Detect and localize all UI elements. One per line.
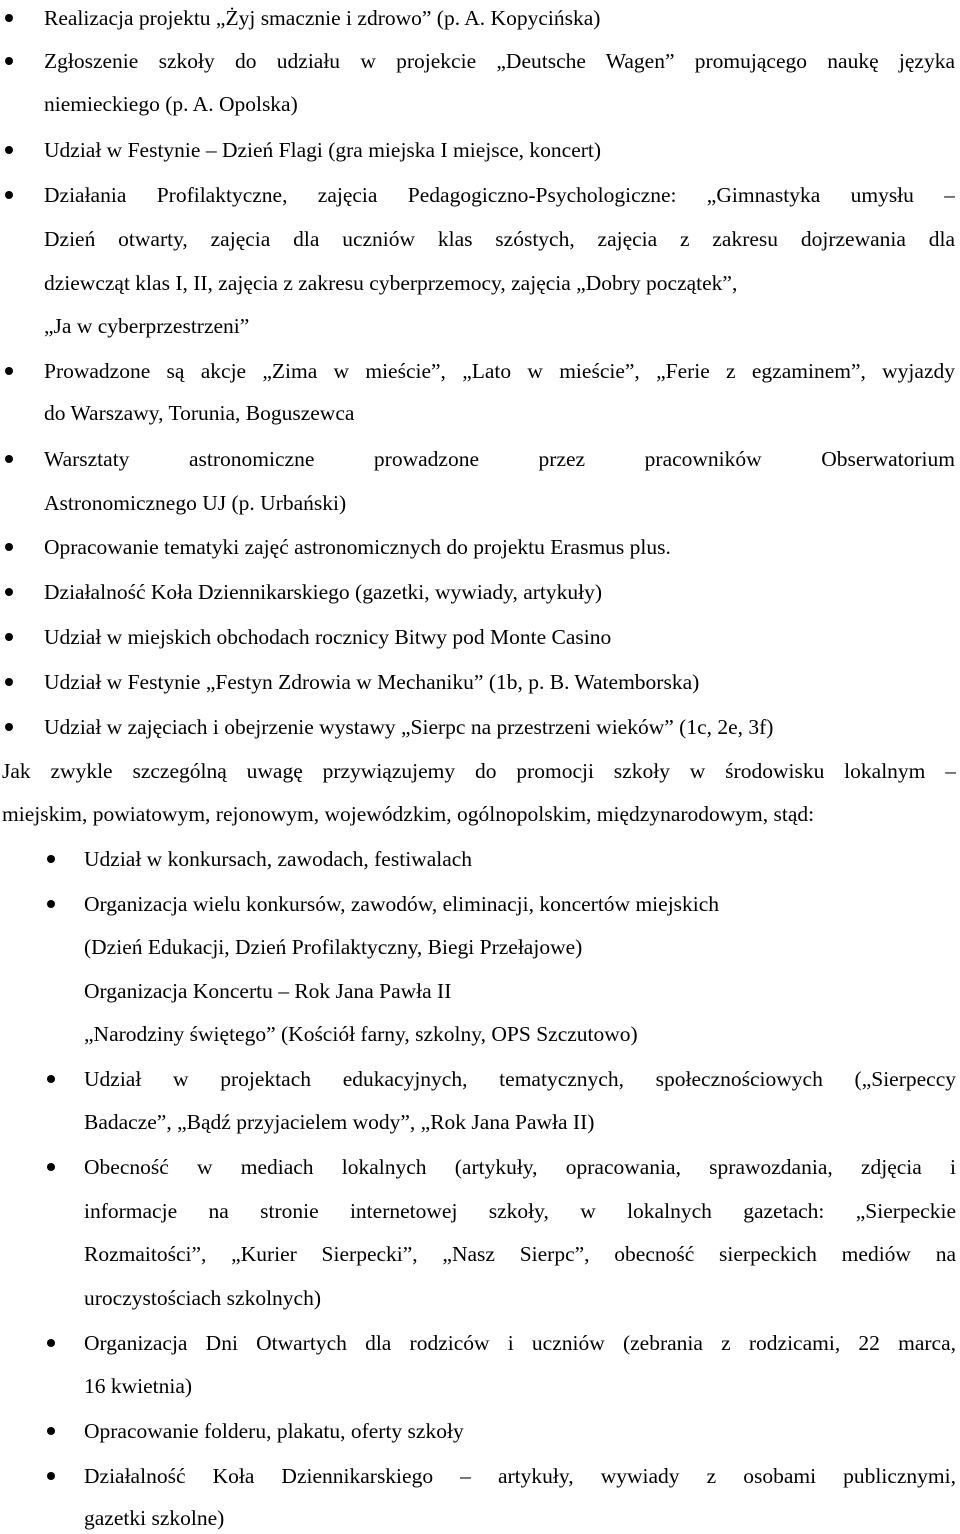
- list-item: [0, 1328, 960, 1358]
- list-item-text: Udział w Festynie – Dzień Flagi (gra miejska I miejsce, koncert): [44, 138, 602, 162]
- list-item-continuation: [0, 1239, 960, 1269]
- bullet-icon: [5, 367, 13, 375]
- list-item-continuation: [0, 224, 960, 254]
- list-item-continuation: [0, 976, 960, 1006]
- paragraph-text: miejskim, powiatowym, rejonowym, wojewódzkim, ogólnopolskim, międzynarodowym, stąd:: [2, 802, 815, 826]
- list-item-text: do Warszawy, Torunia, Boguszewca: [44, 401, 355, 425]
- list-item-text: Realizacja projektu „Żyj smacznie i zdrowo” (p. A. Kopycińska): [44, 6, 601, 30]
- bullet-icon: [5, 14, 13, 22]
- list-item-text: Udział w projektach edukacyjnych, tematycznych, społecznościowych („Sierpeccy: [84, 1067, 956, 1091]
- bullet-icon: [5, 633, 13, 641]
- list-item-text: Organizacja Koncertu – Rok Jana Pawła II: [84, 979, 452, 1003]
- paragraph-line: [0, 756, 960, 786]
- list-item-text: Udział w Festynie „Festyn Zdrowia w Mechaniku” (1b, p. B. Watemborska): [44, 670, 700, 694]
- list-item-text: Zgłoszenie szkoły do udziału w projekcie „Deutsche Wagen” promującego naukę języka: [44, 49, 955, 73]
- bullet-icon: [5, 455, 13, 463]
- bullet-icon: [5, 191, 13, 199]
- list-item: [0, 135, 960, 165]
- bullet-icon: [5, 588, 13, 596]
- list-item: [0, 1461, 960, 1491]
- list-item-text: informacje na stronie internetowej szkoły, w lokalnych gazetach: „Sierpeckie: [84, 1199, 956, 1223]
- bullet-icon: [47, 1339, 55, 1347]
- paragraph-text: Jak zwykle szczególną uwagę przywiązujemy do promocji szkoły w środowisku lokalnym –: [2, 759, 956, 783]
- bullet-icon: [5, 678, 13, 686]
- list-item-continuation: [0, 488, 960, 518]
- bullet-icon: [47, 855, 55, 863]
- list-item-text: Działania Profilaktyczne, zajęcia Pedagogiczno-Psychologiczne: „Gimnastyka umysłu –: [44, 183, 955, 207]
- paragraph-line: [0, 799, 960, 829]
- list-item-text: Dzień otwarty, zajęcia dla uczniów klas szóstych, zajęcia z zakresu dojrzewania dla: [44, 227, 955, 251]
- list-item: [0, 844, 960, 874]
- bullet-icon: [47, 1075, 55, 1083]
- list-item-continuation: [0, 1196, 960, 1226]
- list-item: [0, 712, 960, 742]
- list-item: [0, 1416, 960, 1446]
- list-item: [0, 356, 960, 386]
- list-item-text: gazetki szkolne): [84, 1506, 225, 1530]
- list-item-continuation: [0, 932, 960, 962]
- bullet-icon: [47, 1163, 55, 1171]
- list-item: [0, 622, 960, 652]
- list-item: [0, 3, 960, 33]
- list-item-continuation: [0, 1503, 960, 1533]
- list-item-text: Badacze”, „Bądź przyjacielem wody”, „Rok Jana Pawła II): [84, 1110, 595, 1134]
- list-item-text: Organizacja Dni Otwartych dla rodziców i uczniów (zebrania z rodzicami, 22 marca,: [84, 1331, 956, 1355]
- list-item-continuation: [0, 1371, 960, 1401]
- list-item-text: Organizacja wielu konkursów, zawodów, eliminacji, koncertów miejskich: [84, 892, 720, 916]
- list-item-text: Udział w zajęciach i obejrzenie wystawy „Sierpc na przestrzeni wieków” (1c, 2e, 3f): [44, 715, 774, 739]
- list-item: [0, 577, 960, 607]
- bullet-icon: [5, 543, 13, 551]
- list-item: [0, 1152, 960, 1182]
- list-item: [0, 180, 960, 210]
- list-item-text: Działalność Koła Dziennikarskiego (gazetki, wywiady, artykuły): [44, 580, 603, 604]
- bullet-icon: [47, 900, 55, 908]
- bullet-icon: [47, 1427, 55, 1435]
- bullet-icon: [5, 57, 13, 65]
- list-item: [0, 667, 960, 697]
- list-item-text: Działalność Koła Dziennikarskiego – artykuły, wywiady z osobami publicznymi,: [84, 1464, 956, 1488]
- list-item-text: „Narodziny świętego” (Kościół farny, szkolny, OPS Szczutowo): [84, 1022, 638, 1046]
- bullet-icon: [5, 723, 13, 731]
- list-item-text: uroczystościach szkolnych): [84, 1286, 322, 1310]
- list-item: [0, 889, 960, 919]
- bullet-icon: [47, 1472, 55, 1480]
- list-item: [0, 1064, 960, 1094]
- list-item-continuation: [0, 1107, 960, 1137]
- list-item-continuation: [0, 1283, 960, 1313]
- bullet-icon: [5, 146, 13, 154]
- list-item-text: niemieckiego (p. A. Opolska): [44, 92, 298, 116]
- list-item: [0, 46, 960, 76]
- list-item: [0, 532, 960, 562]
- list-item-text: dziewcząt klas I, II, zajęcia z zakresu cyberprzemocy, zajęcia „Dobry początek”,: [44, 271, 738, 295]
- list-item-text: Rozmaitości”, „Kurier Sierpecki”, „Nasz Sierpc”, obecność sierpeckich mediów na: [84, 1242, 956, 1266]
- list-item: [0, 444, 960, 474]
- list-item-text: Udział w konkursach, zawodach, festiwalach: [84, 847, 473, 871]
- list-item-text: „Ja w cyberprzestrzeni”: [44, 314, 250, 338]
- list-item-text: Opracowanie folderu, plakatu, oferty szkoły: [84, 1419, 464, 1443]
- list-item-text: 16 kwietnia): [84, 1374, 193, 1398]
- list-item-text: Opracowanie tematyki zajęć astronomicznych do projektu Erasmus plus.: [44, 535, 671, 559]
- list-item-text: Astronomicznego UJ (p. Urbański): [44, 491, 347, 515]
- list-item-text: (Dzień Edukacji, Dzień Profilaktyczny, Biegi Przełajowe): [84, 935, 583, 959]
- list-item-continuation: [0, 311, 960, 341]
- list-item-text: Warsztaty astronomiczne prowadzone przez pracowników Obserwatorium: [44, 447, 955, 471]
- list-item-text: Prowadzone są akcje „Zima w mieście”, „Lato w mieście”, „Ferie z egzaminem”, wyjazdy: [44, 359, 955, 383]
- list-item-text: Obecność w mediach lokalnych (artykuły, opracowania, sprawozdania, zdjęcia i: [84, 1155, 956, 1179]
- list-item-text: Udział w miejskich obchodach rocznicy Bitwy pod Monte Casino: [44, 625, 612, 649]
- list-item-continuation: [0, 268, 960, 298]
- list-item-continuation: [0, 1019, 960, 1049]
- list-item-continuation: [0, 89, 960, 119]
- list-item-continuation: [0, 398, 960, 428]
